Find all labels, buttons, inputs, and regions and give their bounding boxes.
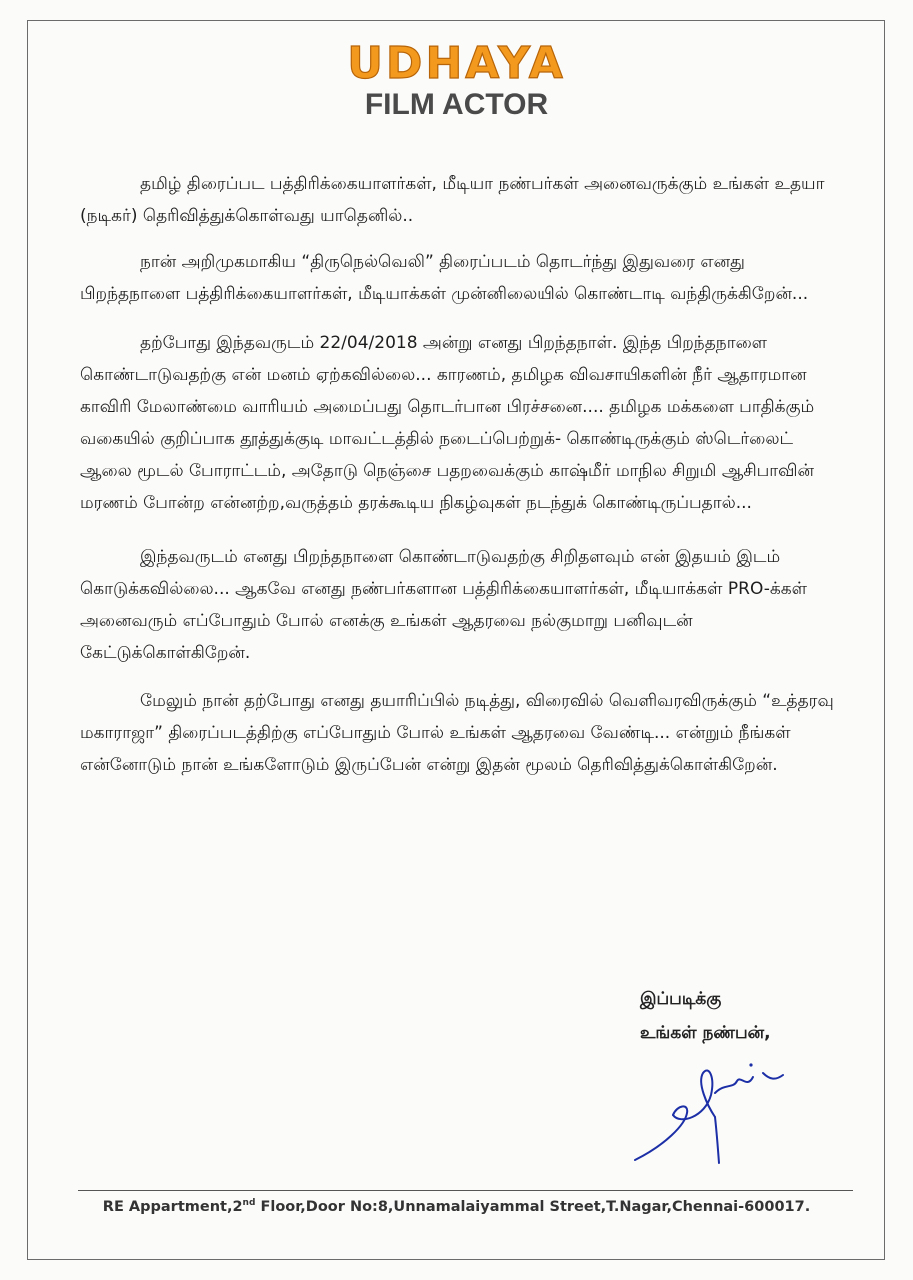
closing-line-friend: உங்கள் நண்பன், xyxy=(640,1023,771,1043)
closing-line-regards: இப்படிக்கு xyxy=(640,989,722,1009)
address-line-end: Floor,Door No:8,Unnamalaiyammal Street,T.Nagar,Chennai-600017. xyxy=(255,1198,811,1215)
letter-body xyxy=(80,168,840,795)
handwritten-signature xyxy=(625,1055,805,1165)
paragraph-film-support: மேலும் நான் தற்போது எனது தயாரிப்பில் நடித்து, விரைவில் வெளிவரவிருக்கும் “உத்தரவு மகாராஜா” திரைப்படத்திற்கு எப்போதும் போல் உங்கள் ஆதரவை வேண்டி... என்றும் நீங்கள் என்னோடும் நான் உங்களோடும் இருப்பேன் என்று இதன் மூலம் தெரிவித்துக்கொள்கிறேன். xyxy=(80,691,834,775)
paragraph-reason: தற்போது இந்தவருடம் 22/04/2018 அன்று எனது பிறந்தநாள். இந்த பிறந்தநாளை கொண்டாடுவதற்கு என் மனம் ஏற்கவில்லை... காரணம், தமிழக விவசாயிகளின் நீர் ஆதாரமான காவிரி மேலாண்மை வாரியம் அமைப்பது தொடர்பான பிரச்சனை.... தமிழக மக்களை பாதிக்கும் வகையில் குறிப்பாக தூத்துக்குடி மாவட்டத்தில் நடைப்பெற்றுக்- கொண்டிருக்கும் ஸ்டெர்லைட் ஆலை மூடல் போராட்டம், அதோடு நெஞ்சை பதறவைக்கும் காஷ்மீர் மாநில சிறுமி ஆசிபாவின் மரணம் போன்ற என்னற்ற,வருத்தம் தரக்கூடிய நிகழ்வுகள் நடந்துக் கொண்டிருப்பதால்... xyxy=(80,333,815,513)
footer-divider xyxy=(78,1190,853,1191)
paragraph-greeting: தமிழ் திரைப்பட பத்திரிக்கையாளர்கள், மீடியா நண்பர்கள் அனைவருக்கும் உங்கள் உதயா (நடிகர்) தெரிவித்துக்கொள்வது யாதெனில்.. xyxy=(80,174,825,226)
footer-address xyxy=(0,1198,913,1215)
closing-block xyxy=(640,982,771,1050)
address-floor-suffix: nd xyxy=(242,1198,256,1208)
address-line-start: RE Appartment,2 xyxy=(102,1198,243,1215)
letterhead-title: FILM ACTOR xyxy=(364,88,549,121)
paragraph-background: நான் அறிமுகமாகிய “திருநெல்வெலி” திரைப்படம் தொடர்ந்து இதுவரை எனது பிறந்தநாளை பத்திரிக்கையாளர்கள், மீடியாக்கள் முன்னிலையில் கொண்டாடி வந்திருக்கிறேன்... xyxy=(80,252,809,304)
paragraph-request: இந்தவருடம் எனது பிறந்தநாளை கொண்டாடுவதற்கு சிறிதளவும் என் இதயம் இடம் கொடுக்கவில்லை... ஆகவே எனது நண்பர்களான பத்திரிக்கையாளர்கள், மீடியாக்கள் PRO-க்கள் அனைவரும் எப்போதும் போல் எனக்கு உங்கள் ஆதரவை நல்குமாறு பனிவுடன் கேட்டுக்கொள்கிறேன். xyxy=(80,547,808,663)
letterhead-name: UDHAYA xyxy=(347,38,566,89)
